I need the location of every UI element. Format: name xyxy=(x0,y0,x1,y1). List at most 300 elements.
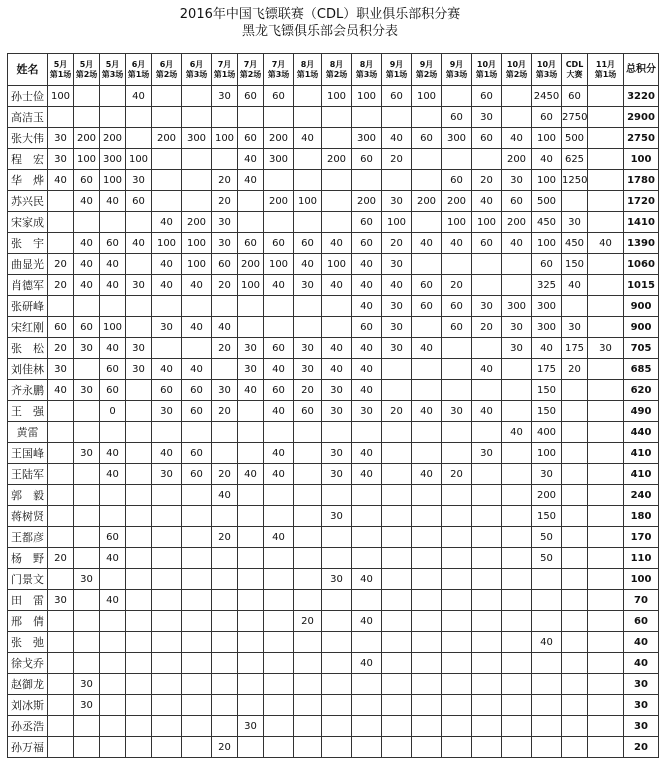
score-cell: 30 xyxy=(126,275,152,296)
table-row xyxy=(8,107,659,128)
score-cell: 40 xyxy=(182,317,212,338)
score-cell xyxy=(412,674,442,695)
score-cell: 40 xyxy=(238,464,264,485)
score-cell: 30 xyxy=(238,338,264,359)
score-cell xyxy=(48,716,74,737)
score-cell xyxy=(352,485,382,506)
score-cell: 60 xyxy=(100,233,126,254)
score-cell: 20 xyxy=(212,737,238,758)
column-header-c15 xyxy=(442,54,472,86)
score-cell xyxy=(126,548,152,569)
column-header-line1: 6月 xyxy=(189,59,204,69)
score-cell xyxy=(100,296,126,317)
total-score: 900 xyxy=(624,317,659,338)
total-score: 1015 xyxy=(624,275,659,296)
score-cell xyxy=(382,653,412,674)
score-cell xyxy=(588,149,624,170)
score-cell xyxy=(472,275,502,296)
score-cell xyxy=(442,548,472,569)
score-cell: 60 xyxy=(412,275,442,296)
score-cell xyxy=(382,695,412,716)
column-header-c10 xyxy=(294,54,322,86)
score-cell: 30 xyxy=(294,275,322,296)
score-cell: 40 xyxy=(532,149,562,170)
score-cell: 40 xyxy=(74,254,100,275)
score-cell xyxy=(238,212,264,233)
score-cell xyxy=(152,422,182,443)
score-cell: 40 xyxy=(212,485,238,506)
column-header-c18 xyxy=(532,54,562,86)
score-cell: 40 xyxy=(212,317,238,338)
table-row xyxy=(8,674,659,695)
score-cell xyxy=(126,401,152,422)
score-cell xyxy=(212,569,238,590)
score-cell: 20 xyxy=(442,275,472,296)
score-cell xyxy=(48,464,74,485)
score-cell xyxy=(48,611,74,632)
score-cell xyxy=(472,569,502,590)
score-cell xyxy=(502,632,532,653)
page-subtitle: 黑龙飞镖俱乐部会员积分表 xyxy=(241,24,398,39)
score-cell xyxy=(562,380,588,401)
score-cell: 100 xyxy=(238,275,264,296)
total-score: 410 xyxy=(624,464,659,485)
score-cell xyxy=(502,464,532,485)
column-header-c1 xyxy=(48,54,74,86)
column-header-line1: 8月 xyxy=(329,59,344,69)
score-cell xyxy=(48,485,74,506)
score-cell: 150 xyxy=(562,254,588,275)
score-cell: 40 xyxy=(322,233,352,254)
total-score: 1410 xyxy=(624,212,659,233)
member-name: 孙士俭 xyxy=(8,86,48,107)
score-cell xyxy=(294,107,322,128)
score-cell: 40 xyxy=(322,359,352,380)
score-cell xyxy=(48,233,74,254)
score-cell xyxy=(238,737,264,758)
score-cell xyxy=(212,506,238,527)
score-cell xyxy=(442,590,472,611)
score-cell: 150 xyxy=(532,401,562,422)
score-cell xyxy=(412,653,442,674)
score-cell: 300 xyxy=(264,149,294,170)
score-cell xyxy=(126,569,152,590)
score-cell xyxy=(264,485,294,506)
score-cell xyxy=(588,716,624,737)
column-header-c2 xyxy=(74,54,100,86)
score-cell xyxy=(212,695,238,716)
member-name: 杨 野 xyxy=(8,548,48,569)
score-cell: 300 xyxy=(100,149,126,170)
score-cell: 200 xyxy=(238,254,264,275)
score-cell xyxy=(100,632,126,653)
score-cell xyxy=(412,569,442,590)
score-cell: 50 xyxy=(532,527,562,548)
score-cell xyxy=(152,674,182,695)
score-cell xyxy=(382,422,412,443)
score-cell: 200 xyxy=(100,128,126,149)
score-cell: 40 xyxy=(264,527,294,548)
table-row xyxy=(8,86,659,107)
score-cell: 60 xyxy=(294,401,322,422)
table-row xyxy=(8,737,659,758)
score-cell xyxy=(152,149,182,170)
score-cell: 40 xyxy=(412,464,442,485)
total-score: 60 xyxy=(624,611,659,632)
score-cell: 30 xyxy=(294,359,322,380)
score-cell: 20 xyxy=(212,191,238,212)
score-cell xyxy=(562,737,588,758)
score-cell: 30 xyxy=(322,569,352,590)
score-cell xyxy=(412,548,442,569)
score-cell: 30 xyxy=(382,317,412,338)
score-cell xyxy=(100,506,126,527)
score-cell: 60 xyxy=(472,233,502,254)
score-cell: 40 xyxy=(352,296,382,317)
score-cell xyxy=(562,716,588,737)
score-cell xyxy=(382,359,412,380)
score-cell xyxy=(152,716,182,737)
table-row xyxy=(8,401,659,422)
score-cell xyxy=(588,296,624,317)
score-cell xyxy=(562,401,588,422)
table-row xyxy=(8,338,659,359)
score-cell xyxy=(382,506,412,527)
score-cell: 40 xyxy=(412,401,442,422)
score-cell xyxy=(562,548,588,569)
score-cell xyxy=(562,422,588,443)
score-cell xyxy=(126,590,152,611)
score-cell: 60 xyxy=(100,527,126,548)
score-cell xyxy=(588,191,624,212)
score-cell: 40 xyxy=(100,590,126,611)
score-cell: 40 xyxy=(352,338,382,359)
column-header-line2: 第1场 xyxy=(475,69,498,79)
total-score: 30 xyxy=(624,674,659,695)
score-cell xyxy=(152,338,182,359)
score-cell xyxy=(212,149,238,170)
score-cell xyxy=(382,611,412,632)
table-row xyxy=(8,317,659,338)
column-header-line2: 第2场 xyxy=(505,69,528,79)
column-header-line1: 5月 xyxy=(53,59,68,69)
score-cell: 40 xyxy=(100,464,126,485)
score-cell xyxy=(182,674,212,695)
score-cell xyxy=(382,443,412,464)
score-cell xyxy=(126,632,152,653)
score-cell: 100 xyxy=(382,212,412,233)
score-cell xyxy=(74,86,100,107)
score-cell: 60 xyxy=(294,233,322,254)
score-cell xyxy=(352,716,382,737)
score-cell: 60 xyxy=(48,317,74,338)
score-cell: 60 xyxy=(264,86,294,107)
score-cell xyxy=(182,506,212,527)
score-cell: 40 xyxy=(74,275,100,296)
table-row xyxy=(8,212,659,233)
score-cell xyxy=(322,422,352,443)
score-cell: 40 xyxy=(126,233,152,254)
score-cell: 30 xyxy=(382,338,412,359)
score-cell: 30 xyxy=(74,569,100,590)
score-cell xyxy=(212,443,238,464)
member-name: 徐戈乔 xyxy=(8,653,48,674)
score-cell: 20 xyxy=(472,317,502,338)
column-header-c7 xyxy=(212,54,238,86)
score-cell xyxy=(100,422,126,443)
column-header-c16 xyxy=(472,54,502,86)
score-cell xyxy=(48,695,74,716)
column-header-line2: 第3场 xyxy=(101,69,124,79)
member-name: 张 松 xyxy=(8,338,48,359)
score-cell xyxy=(294,632,322,653)
member-name: 王陆军 xyxy=(8,464,48,485)
score-cell xyxy=(264,590,294,611)
score-cell: 60 xyxy=(442,296,472,317)
total-score: 900 xyxy=(624,296,659,317)
score-cell xyxy=(264,506,294,527)
score-cell xyxy=(502,485,532,506)
score-cell: 300 xyxy=(182,128,212,149)
score-cell xyxy=(442,422,472,443)
score-cell xyxy=(442,380,472,401)
score-cell: 60 xyxy=(238,233,264,254)
score-cell: 60 xyxy=(74,170,100,191)
score-cell xyxy=(472,674,502,695)
total-score: 705 xyxy=(624,338,659,359)
score-cell xyxy=(264,653,294,674)
score-cell xyxy=(502,653,532,674)
score-cell: 60 xyxy=(238,128,264,149)
score-cell xyxy=(100,107,126,128)
score-cell xyxy=(74,506,100,527)
score-cell: 100 xyxy=(412,86,442,107)
score-cell xyxy=(562,191,588,212)
column-header-line1: 9月 xyxy=(419,59,434,69)
table-header xyxy=(8,54,659,86)
score-cell xyxy=(238,632,264,653)
score-cell xyxy=(182,737,212,758)
score-cell xyxy=(412,254,442,275)
score-cell: 100 xyxy=(532,128,562,149)
table-row xyxy=(8,485,659,506)
score-cell: 40 xyxy=(532,338,562,359)
score-cell: 100 xyxy=(472,212,502,233)
score-cell xyxy=(294,506,322,527)
score-cell xyxy=(472,464,502,485)
score-cell: 30 xyxy=(126,359,152,380)
score-cell: 200 xyxy=(412,191,442,212)
score-cell xyxy=(152,170,182,191)
score-cell: 60 xyxy=(100,359,126,380)
column-header-line2: 第1场 xyxy=(49,69,72,79)
table-row xyxy=(8,254,659,275)
column-header-line2: 第2场 xyxy=(75,69,98,79)
score-cell: 30 xyxy=(74,380,100,401)
score-cell xyxy=(74,548,100,569)
score-cell xyxy=(294,317,322,338)
score-cell xyxy=(502,611,532,632)
score-cell: 30 xyxy=(152,401,182,422)
score-cell xyxy=(502,359,532,380)
score-cell xyxy=(238,191,264,212)
score-cell: 30 xyxy=(74,443,100,464)
score-cell xyxy=(532,653,562,674)
total-score: 620 xyxy=(624,380,659,401)
score-cell: 40 xyxy=(502,422,532,443)
member-name: 肖德军 xyxy=(8,275,48,296)
score-cell xyxy=(48,737,74,758)
column-header-c17 xyxy=(502,54,532,86)
column-header-c9 xyxy=(264,54,294,86)
column-header-line2: 第1场 xyxy=(296,69,319,79)
score-cell xyxy=(48,422,74,443)
score-cell xyxy=(74,737,100,758)
table-row xyxy=(8,380,659,401)
column-header-line2: 第1场 xyxy=(213,69,236,79)
score-cell xyxy=(442,569,472,590)
score-cell xyxy=(412,716,442,737)
score-cell xyxy=(212,422,238,443)
score-cell: 30 xyxy=(322,401,352,422)
score-cell xyxy=(294,149,322,170)
score-cell xyxy=(264,317,294,338)
score-cell xyxy=(152,506,182,527)
score-cell: 40 xyxy=(48,380,74,401)
score-cell xyxy=(152,86,182,107)
column-header-line2: 第1场 xyxy=(127,69,150,79)
score-cell: 20 xyxy=(212,170,238,191)
column-header-line1: 9月 xyxy=(389,59,404,69)
score-cell: 625 xyxy=(562,149,588,170)
table-row xyxy=(8,464,659,485)
score-cell xyxy=(152,569,182,590)
score-cell xyxy=(294,170,322,191)
score-cell xyxy=(294,443,322,464)
score-cell: 30 xyxy=(382,296,412,317)
score-cell: 30 xyxy=(212,233,238,254)
score-cell: 40 xyxy=(502,233,532,254)
score-cell xyxy=(472,653,502,674)
score-cell xyxy=(472,737,502,758)
score-cell xyxy=(412,443,442,464)
score-cell xyxy=(294,422,322,443)
score-cell xyxy=(502,86,532,107)
score-cell xyxy=(322,212,352,233)
score-cell: 100 xyxy=(182,233,212,254)
score-cell xyxy=(588,695,624,716)
column-header-line1: 6月 xyxy=(131,59,146,69)
score-cell: 20 xyxy=(382,149,412,170)
score-cell xyxy=(442,443,472,464)
score-cell xyxy=(322,296,352,317)
score-cell xyxy=(562,485,588,506)
column-header-line1: 7月 xyxy=(271,59,286,69)
column-header-line2: 第2场 xyxy=(325,69,348,79)
score-cell xyxy=(238,590,264,611)
score-cell xyxy=(152,485,182,506)
score-cell xyxy=(182,296,212,317)
score-cell xyxy=(382,485,412,506)
score-cell xyxy=(126,653,152,674)
column-header-c8 xyxy=(238,54,264,86)
total-score: 685 xyxy=(624,359,659,380)
score-cell: 100 xyxy=(100,170,126,191)
score-cell xyxy=(502,443,532,464)
score-cell xyxy=(322,695,352,716)
score-cell xyxy=(126,737,152,758)
score-cell: 20 xyxy=(442,464,472,485)
score-cell xyxy=(442,485,472,506)
score-cell: 60 xyxy=(212,254,238,275)
total-score: 1390 xyxy=(624,233,659,254)
score-cell: 60 xyxy=(126,191,152,212)
score-cell: 200 xyxy=(264,191,294,212)
score-cell xyxy=(502,674,532,695)
score-cell xyxy=(74,422,100,443)
score-cell: 20 xyxy=(48,254,74,275)
table-row xyxy=(8,569,659,590)
score-cell xyxy=(562,632,588,653)
score-cell xyxy=(588,128,624,149)
score-cell xyxy=(212,716,238,737)
score-cell xyxy=(100,674,126,695)
score-cell xyxy=(562,611,588,632)
score-cell xyxy=(294,548,322,569)
score-cell: 100 xyxy=(152,233,182,254)
score-cell xyxy=(472,695,502,716)
score-cell xyxy=(74,296,100,317)
score-cell xyxy=(502,380,532,401)
column-header-line1: 9月 xyxy=(449,59,464,69)
score-cell xyxy=(322,485,352,506)
score-cell xyxy=(442,737,472,758)
score-cell xyxy=(442,359,472,380)
score-cell xyxy=(502,569,532,590)
score-cell xyxy=(126,296,152,317)
score-cell: 40 xyxy=(100,338,126,359)
score-cell xyxy=(588,380,624,401)
score-cell xyxy=(532,716,562,737)
score-cell xyxy=(382,569,412,590)
column-header-line1: 10月 xyxy=(476,59,497,69)
score-cell xyxy=(588,422,624,443)
score-cell xyxy=(562,590,588,611)
score-cell: 150 xyxy=(532,380,562,401)
score-cell xyxy=(588,737,624,758)
score-cell xyxy=(212,632,238,653)
total-score: 100 xyxy=(624,569,659,590)
score-cell: 30 xyxy=(588,338,624,359)
score-cell: 100 xyxy=(352,86,382,107)
table-row xyxy=(8,506,659,527)
score-cell xyxy=(264,548,294,569)
score-cell xyxy=(126,380,152,401)
score-cell xyxy=(472,506,502,527)
score-cell xyxy=(442,632,472,653)
total-score: 70 xyxy=(624,590,659,611)
score-cell xyxy=(322,590,352,611)
member-name: 华 烨 xyxy=(8,170,48,191)
score-cell: 20 xyxy=(472,170,502,191)
member-name: 宋家成 xyxy=(8,212,48,233)
column-header-line1: 7月 xyxy=(243,59,258,69)
member-name: 田 雷 xyxy=(8,590,48,611)
score-cell: 60 xyxy=(74,317,100,338)
column-header-c11 xyxy=(322,54,352,86)
column-header-line1: 总积分 xyxy=(626,63,656,75)
score-cell xyxy=(152,191,182,212)
